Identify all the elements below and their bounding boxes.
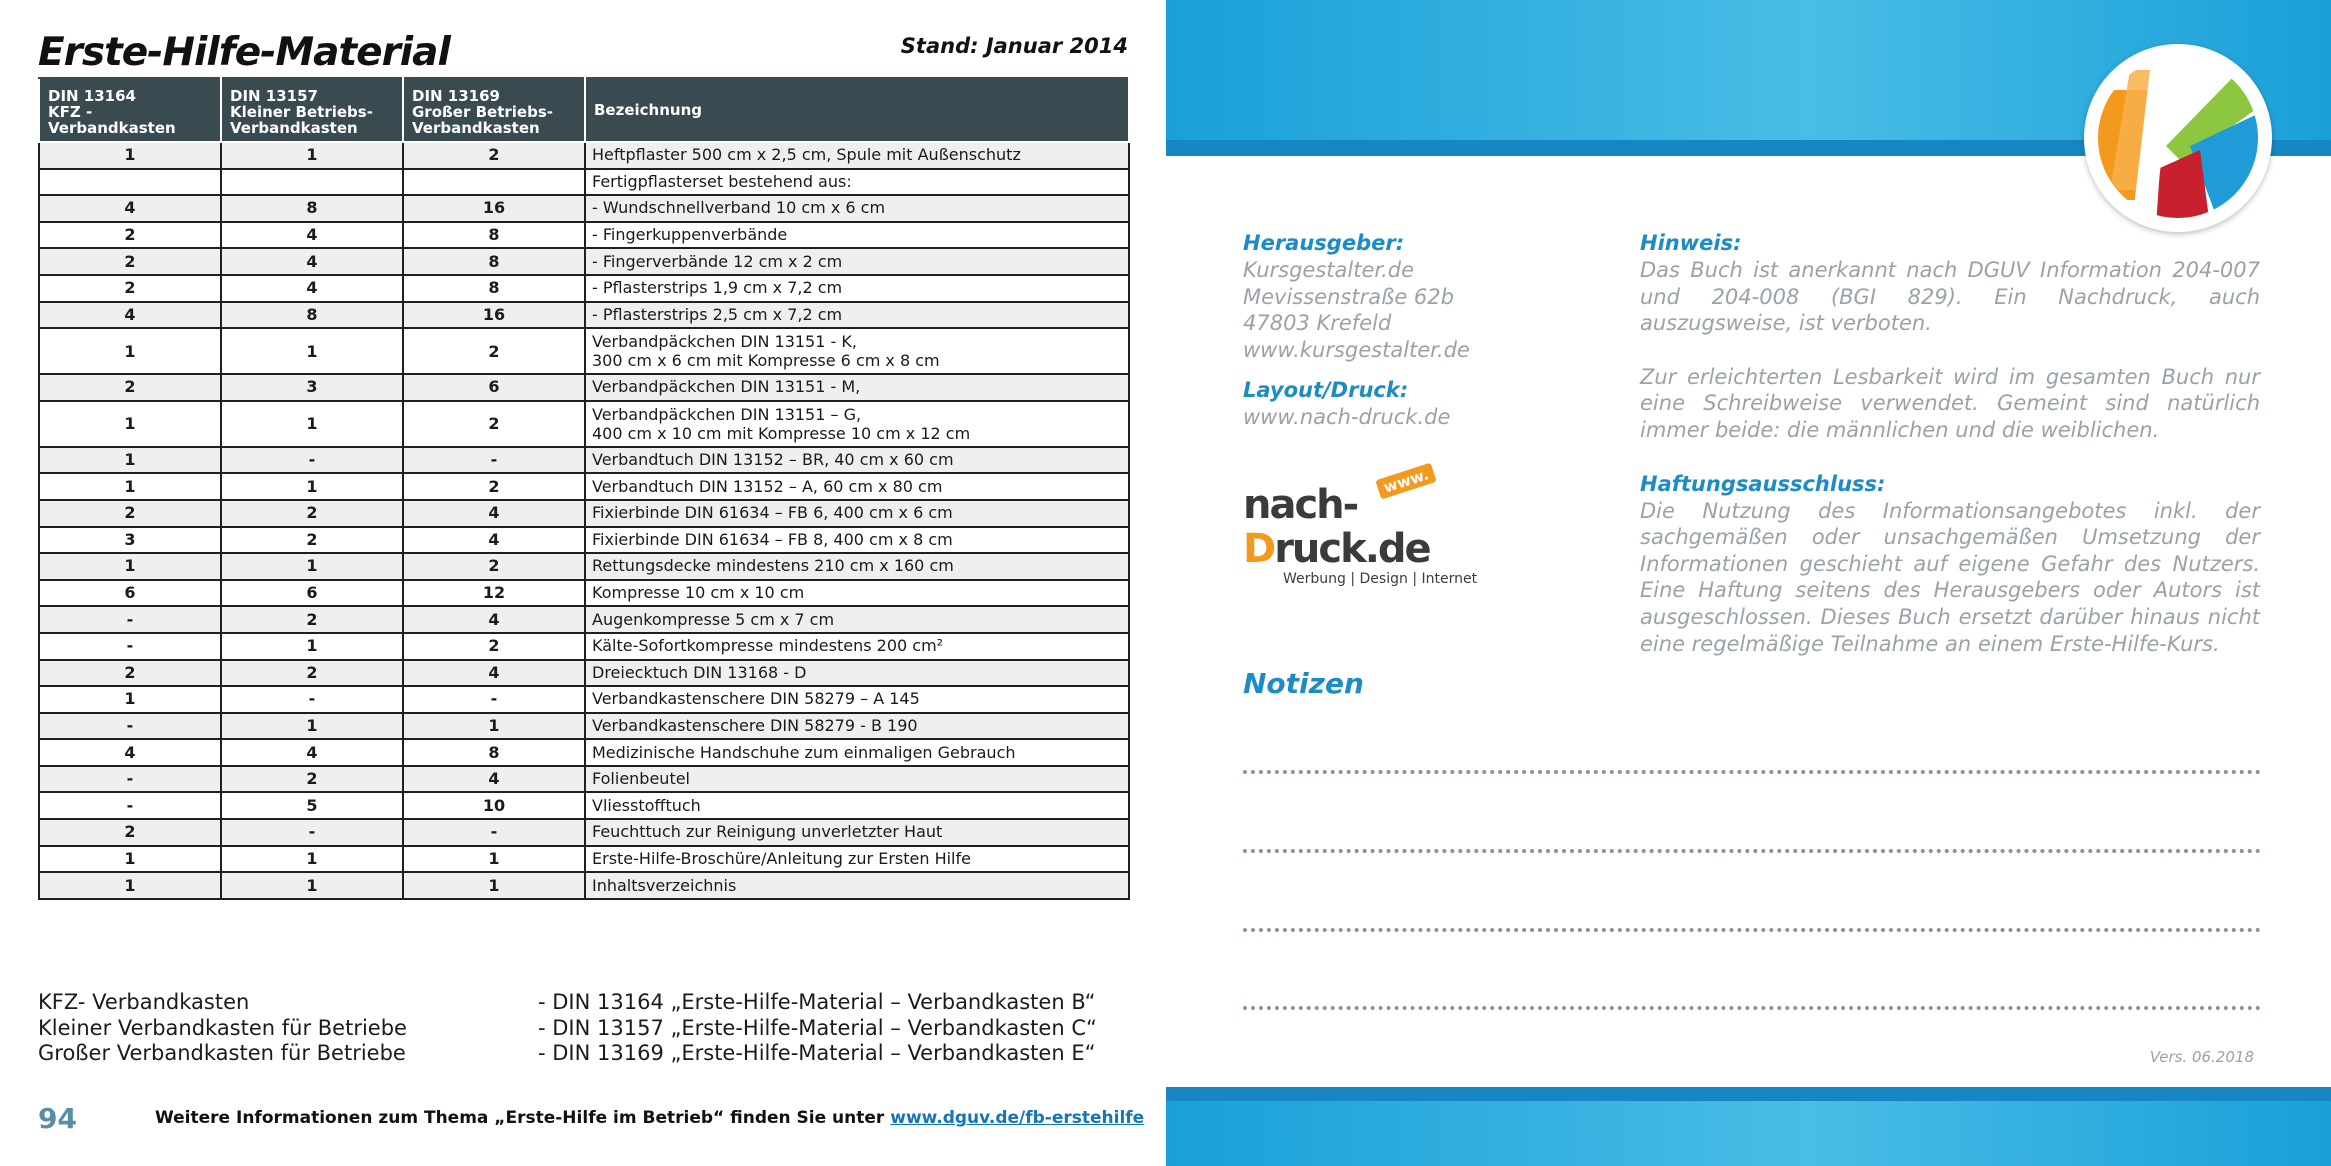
- qty-cell: 2: [403, 473, 585, 500]
- qty-cell: 4: [403, 527, 585, 554]
- qty-cell: 1: [221, 142, 403, 169]
- note-line[interactable]: [1243, 849, 2261, 853]
- description-cell: Vliesstofftuch: [585, 792, 1129, 819]
- qty-cell: 2: [403, 553, 585, 580]
- description-cell: Verbandpäckchen DIN 13151 - K, 300 cm x 6 cm mit Kompresse 6 cm x 8 cm: [585, 328, 1129, 374]
- qty-cell: 12: [403, 580, 585, 607]
- qty-cell: 8: [403, 275, 585, 302]
- qty-cell: -: [221, 686, 403, 713]
- description-cell: Heftpflaster 500 cm x 2,5 cm, Spule mit Außenschutz: [585, 142, 1129, 169]
- qty-cell: 2: [403, 142, 585, 169]
- description-cell: Fixierbinde DIN 61634 – FB 8, 400 cm x 8 cm: [585, 527, 1129, 554]
- list-item: Kleiner Verbandkasten für Betriebe - DIN 13157 „Erste-Hilfe-Material – Verbandkasten C“: [38, 1015, 1097, 1040]
- table-row: [39, 766, 1129, 793]
- qty-cell: 1: [403, 713, 585, 740]
- qty-cell: 2: [39, 500, 221, 527]
- description-cell: - Fingerverbände 12 cm x 2 cm: [585, 248, 1129, 275]
- liability-heading: Haftungsausschluss:: [1640, 471, 1886, 496]
- qty-cell: [403, 169, 585, 196]
- qty-cell: 2: [221, 527, 403, 554]
- publisher-line: Mevissenstraße 62b: [1243, 284, 1454, 309]
- right-page: [1166, 0, 2331, 1166]
- qty-cell: 6: [221, 580, 403, 607]
- description-cell: Erste-Hilfe-Broschüre/Anleitung zur Ersten Hilfe: [585, 846, 1129, 873]
- qty-cell: 2: [403, 401, 585, 447]
- description-cell: Verbandkastenschere DIN 58279 - B 190: [585, 713, 1129, 740]
- qty-cell: 4: [221, 222, 403, 249]
- brand-www-tag: www.: [1375, 462, 1437, 499]
- qty-cell: 3: [39, 527, 221, 554]
- qty-cell: 10: [403, 792, 585, 819]
- table-row: [39, 686, 1129, 713]
- header-din13169: DIN 13169 Großer Betriebs- Verbandkasten: [403, 78, 585, 142]
- table-row: [39, 374, 1129, 401]
- qty-cell: 1: [221, 553, 403, 580]
- qty-cell: -: [221, 447, 403, 474]
- material-table: [38, 77, 1130, 900]
- description-cell: Kälte-Sofortkompresse mindestens 200 cm²: [585, 633, 1129, 660]
- description-cell: Fertigpflasterset bestehend aus:: [585, 169, 1129, 196]
- version-label: Vers. 06.2018: [2149, 1048, 2254, 1066]
- qty-cell: 1: [221, 872, 403, 899]
- description-cell: Dreiecktuch DIN 13168 - D: [585, 660, 1129, 687]
- header-bezeichnung: Bezeichnung: [585, 78, 1129, 142]
- publisher-line: 47803 Krefeld: [1243, 311, 1392, 336]
- table-row: [39, 195, 1129, 222]
- stand-date: Stand: Januar 2014: [900, 34, 1128, 58]
- qty-cell: 8: [403, 248, 585, 275]
- qty-cell: 1: [39, 846, 221, 873]
- qty-cell: 1: [39, 328, 221, 374]
- table-row: [39, 633, 1129, 660]
- qty-cell: 1: [39, 686, 221, 713]
- qty-cell: 2: [221, 606, 403, 633]
- header-din13164: DIN 13164 KFZ - Verbandkasten: [39, 78, 221, 142]
- qty-cell: 1: [221, 633, 403, 660]
- header-din13157: DIN 13157 Kleiner Betriebs- Verbandkasten: [221, 78, 403, 142]
- dguv-link[interactable]: www.dguv.de/fb-erstehilfe: [890, 1108, 1145, 1128]
- description-cell: Inhaltsverzeichnis: [585, 872, 1129, 899]
- table-row: [39, 473, 1129, 500]
- qty-cell: 4: [39, 302, 221, 329]
- qty-cell: 4: [221, 248, 403, 275]
- qty-cell: 4: [403, 500, 585, 527]
- description-cell: - Wundschnellverband 10 cm x 6 cm: [585, 195, 1129, 222]
- description-cell: Verbandpäckchen DIN 13151 - M,: [585, 374, 1129, 401]
- note-line[interactable]: [1243, 928, 2261, 932]
- qty-cell: 4: [221, 739, 403, 766]
- list-item: KFZ- Verbandkasten - DIN 13164 „Erste-Hilfe-Material – Verbandkasten B“: [38, 990, 1096, 1014]
- table-row: [39, 401, 1129, 447]
- qty-cell: 8: [403, 739, 585, 766]
- qty-cell: 3: [221, 374, 403, 401]
- qty-cell: 1: [403, 872, 585, 899]
- qty-cell: 6: [39, 580, 221, 607]
- qty-cell: -: [39, 606, 221, 633]
- description-cell: Verbandtuch DIN 13152 – A, 60 cm x 80 cm: [585, 473, 1129, 500]
- qty-cell: -: [39, 766, 221, 793]
- qty-cell: 1: [39, 401, 221, 447]
- publisher-line: Kursgestalter.de: [1243, 258, 1415, 282]
- qty-cell: 2: [221, 660, 403, 687]
- kursgestalter-logo: [2084, 44, 2272, 232]
- notes-column: [1640, 230, 2260, 657]
- qty-cell: [221, 169, 403, 196]
- qty-cell: 1: [221, 846, 403, 873]
- list-item: Großer Verbandkasten für Betriebe - DIN 13169 „Erste-Hilfe-Material – Verbandkasten E“: [38, 1041, 1096, 1065]
- qty-cell: -: [403, 819, 585, 846]
- description-cell: Feuchttuch zur Reinigung unverletzter Haut: [585, 819, 1129, 846]
- readability-text: Zur erleichterten Lesbarkeit wird im gesamten Buch nur eine Schreibweise verwendet. Gemeint sind natürlich immer beide: die männlichen und die weiblichen.: [1640, 364, 2260, 442]
- qty-cell: 1: [403, 846, 585, 873]
- qty-cell: 1: [221, 401, 403, 447]
- qty-cell: 1: [39, 553, 221, 580]
- description-cell: Verbandkastenschere DIN 58279 – A 145: [585, 686, 1129, 713]
- qty-cell: 1: [39, 473, 221, 500]
- table-row: [39, 872, 1129, 899]
- page-number: 94: [38, 1102, 77, 1135]
- qty-cell: 4: [403, 606, 585, 633]
- qty-cell: 4: [403, 660, 585, 687]
- publisher-heading: Herausgeber:: [1243, 231, 1405, 255]
- qty-cell: 2: [39, 819, 221, 846]
- qty-cell: 2: [221, 766, 403, 793]
- description-cell: Folienbeutel: [585, 766, 1129, 793]
- qty-cell: 1: [221, 713, 403, 740]
- qty-cell: 16: [403, 195, 585, 222]
- qty-cell: 1: [221, 328, 403, 374]
- layout-url[interactable]: www.nach-druck.de: [1243, 405, 1451, 430]
- qty-cell: 4: [39, 739, 221, 766]
- description-cell: Medizinische Handschuhe zum einmaligen Gebrauch: [585, 739, 1129, 766]
- table-row: [39, 606, 1129, 633]
- table-row: [39, 792, 1129, 819]
- qty-cell: 16: [403, 302, 585, 329]
- qty-cell: -: [403, 447, 585, 474]
- table-row: [39, 660, 1129, 687]
- qty-cell: -: [39, 792, 221, 819]
- table-row: [39, 580, 1129, 607]
- table-row: [39, 739, 1129, 766]
- qty-cell: 2: [221, 500, 403, 527]
- description-cell: - Fingerkuppenverbände: [585, 222, 1129, 249]
- table-row: [39, 248, 1129, 275]
- description-cell: Augenkompresse 5 cm x 7 cm: [585, 606, 1129, 633]
- note-line[interactable]: [1243, 1006, 2261, 1010]
- table-row: [39, 169, 1129, 196]
- info-line: Weitere Informationen zum Thema „Erste-Hilfe im Betrieb“ finden Sie unter www.dguv.de/fb-erstehilfe: [155, 1108, 1145, 1128]
- layout-heading: Layout/Druck:: [1243, 378, 1409, 403]
- notes-heading: Notizen: [1243, 667, 1364, 700]
- description-cell: Verbandpäckchen DIN 13151 – G, 400 cm x 10 cm mit Kompresse 10 cm x 12 cm: [585, 401, 1129, 447]
- qty-cell: 5: [221, 792, 403, 819]
- table-row: [39, 142, 1129, 169]
- qty-cell: 4: [39, 195, 221, 222]
- qty-cell: 1: [39, 447, 221, 474]
- qty-cell: 4: [221, 275, 403, 302]
- qty-cell: 6: [403, 374, 585, 401]
- hint-text: Das Buch ist anerkannt nach DGUV Information 204-007 und 204-008 (BGI 829). Ein Nachdruck, auch auszugsweise, ist verboten.: [1640, 258, 2260, 336]
- table-row: [39, 328, 1129, 374]
- table-row: [39, 222, 1129, 249]
- table-row: [39, 553, 1129, 580]
- qty-cell: 8: [403, 222, 585, 249]
- table-row: [39, 713, 1129, 740]
- description-cell: - Pflasterstrips 2,5 cm x 7,2 cm: [585, 302, 1129, 329]
- description-cell: - Pflasterstrips 1,9 cm x 7,2 cm: [585, 275, 1129, 302]
- publisher-url[interactable]: www.kursgestalter.de: [1243, 337, 1470, 362]
- description-cell: Verbandtuch DIN 13152 – BR, 40 cm x 60 cm: [585, 447, 1129, 474]
- publisher-column: [1243, 230, 1563, 431]
- nach-druck-logo: www. nach-Druck.de Werbung | Design | Internet: [1243, 483, 1523, 587]
- qty-cell: 2: [39, 275, 221, 302]
- brand-tagline: Werbung | Design | Internet: [1283, 571, 1478, 587]
- qty-cell: -: [403, 686, 585, 713]
- bottom-stripe: [1166, 1087, 2331, 1101]
- table-row: [39, 527, 1129, 554]
- qty-cell: 2: [403, 328, 585, 374]
- liability-text: Die Nutzung des Informationsangebotes inkl. der sachgemäßen oder unsachgemäßen Umsetzung der Informationen geschieht auf eigene Gefahr des Nutzers. Eine Haftung seitens des Herausgebers oder Autors ist ausgeschlossen. Dieses Buch ersetzt darüber hinaus nicht eine regelmäßige Teilnahme an einem Erste-Hilfe-Kurs.: [1640, 498, 2260, 656]
- table-row: [39, 275, 1129, 302]
- qty-cell: 1: [221, 473, 403, 500]
- note-line[interactable]: [1243, 770, 2261, 774]
- hint-heading: Hinweis:: [1640, 231, 1742, 255]
- qty-cell: -: [39, 713, 221, 740]
- table-row: [39, 447, 1129, 474]
- qty-cell: [39, 169, 221, 196]
- description-cell: Rettungsdecke mindestens 210 cm x 160 cm: [585, 553, 1129, 580]
- description-cell: Fixierbinde DIN 61634 – FB 6, 400 cm x 6 cm: [585, 500, 1129, 527]
- table-header-row: [39, 78, 1129, 142]
- qty-cell: 1: [39, 872, 221, 899]
- page-title: Erste-Hilfe-Material: [38, 30, 450, 75]
- bottom-color-band: [1166, 1101, 2331, 1166]
- description-cell: Kompresse 10 cm x 10 cm: [585, 580, 1129, 607]
- table-row: [39, 846, 1129, 873]
- table-row: [39, 819, 1129, 846]
- material-table-body: [39, 142, 1129, 899]
- kit-standards-list: [38, 990, 1128, 1067]
- qty-cell: 4: [403, 766, 585, 793]
- qty-cell: 2: [403, 633, 585, 660]
- qty-cell: 1: [39, 142, 221, 169]
- qty-cell: 2: [39, 222, 221, 249]
- qty-cell: 2: [39, 374, 221, 401]
- qty-cell: 2: [39, 660, 221, 687]
- table-row: [39, 500, 1129, 527]
- table-row: [39, 302, 1129, 329]
- qty-cell: -: [221, 819, 403, 846]
- qty-cell: 8: [221, 302, 403, 329]
- k-logo-icon: [2090, 50, 2266, 226]
- qty-cell: 2: [39, 248, 221, 275]
- qty-cell: -: [39, 633, 221, 660]
- qty-cell: 8: [221, 195, 403, 222]
